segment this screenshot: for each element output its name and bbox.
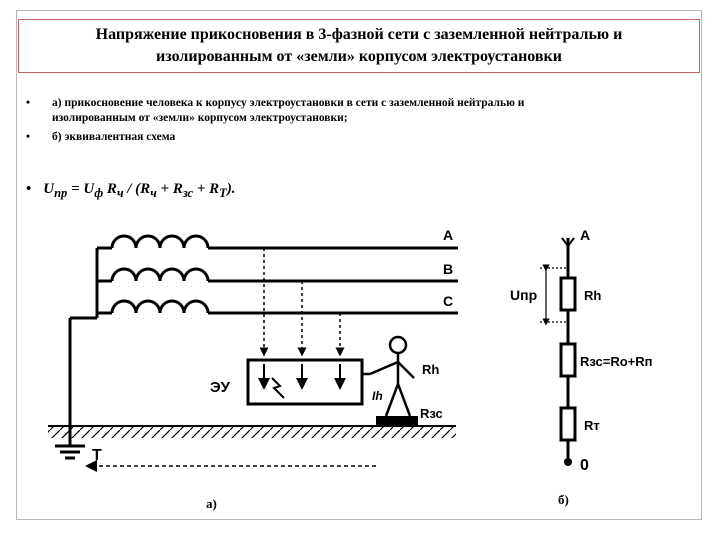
device-box (248, 360, 362, 404)
caption-a: а) (206, 496, 217, 511)
caption-b: б) (558, 492, 569, 507)
rh-label: Rh (584, 288, 602, 303)
formula-sub: ч (116, 186, 124, 200)
bullet-dot: • (26, 181, 32, 197)
phase-label-a: A (443, 227, 454, 243)
node-label-0: 0 (580, 457, 589, 474)
resistor-rh (561, 278, 575, 310)
bullet-b-line-1: б) эквивалентная схема (52, 131, 176, 143)
formula-plus: + (156, 181, 173, 197)
formula-sub: пр (54, 186, 68, 200)
formula-u: U (43, 181, 55, 197)
fault-lightning-icon (272, 378, 284, 398)
formula-sub: зс (182, 186, 194, 200)
winding-a (112, 236, 208, 248)
voltage-label: Uпр (510, 287, 538, 303)
formula-rh: R (103, 181, 117, 197)
bullet-a-line-1: а) прикосновение человека к корпусу электроустановки в сети с заземленной нейтралью и (52, 97, 525, 109)
formula-rt: R (209, 181, 220, 197)
earth-hatch (48, 426, 456, 438)
ground-resistance-label: Rзс (420, 406, 443, 421)
person-resistance-label: Rh (422, 362, 440, 377)
person-icon (362, 337, 414, 416)
device-arrows (264, 364, 340, 398)
phase-label-b: B (443, 261, 454, 277)
formula-sub: ф (94, 186, 104, 200)
leakage-arrows (264, 248, 340, 352)
formula-div: / ( (123, 181, 141, 197)
bullet-dot: • (26, 131, 31, 143)
title-line-2: изолированным от «земли» корпусом электроустановки (156, 48, 562, 65)
formula-end: ). (226, 181, 236, 197)
node-label-a: A (580, 227, 591, 243)
device-label: ЭУ (210, 379, 231, 396)
formula-uf: U (83, 181, 95, 197)
rt-label: Rт (584, 418, 600, 433)
current-label: Ih (372, 389, 383, 403)
formula-sub: ч (150, 186, 157, 200)
formula-plus: + (193, 181, 210, 197)
formula-rzs: R (172, 181, 183, 197)
resistor-rt (561, 408, 575, 440)
formula-rh2: R (140, 181, 151, 197)
bullet-a-line-2: изолированным от «земли» корпусом электроустановки; (52, 112, 348, 124)
floor-plate (376, 416, 418, 426)
bullet-dot: • (26, 97, 31, 109)
resistor-rzs (561, 344, 575, 376)
earth-label: T (92, 447, 102, 464)
phase-label-c: C (443, 293, 454, 309)
bottom-node (564, 458, 572, 466)
winding-b (112, 269, 208, 281)
formula-eq: = (67, 181, 84, 197)
diagram-b (561, 238, 575, 458)
rzs-label: Rзс=Ro+Rп (580, 354, 653, 369)
winding-c (112, 301, 208, 313)
title-line-1: Напряжение прикосновения в 3-фазной сети с заземленной нейтралью и (95, 26, 623, 43)
formula-sub: Т (219, 186, 227, 200)
